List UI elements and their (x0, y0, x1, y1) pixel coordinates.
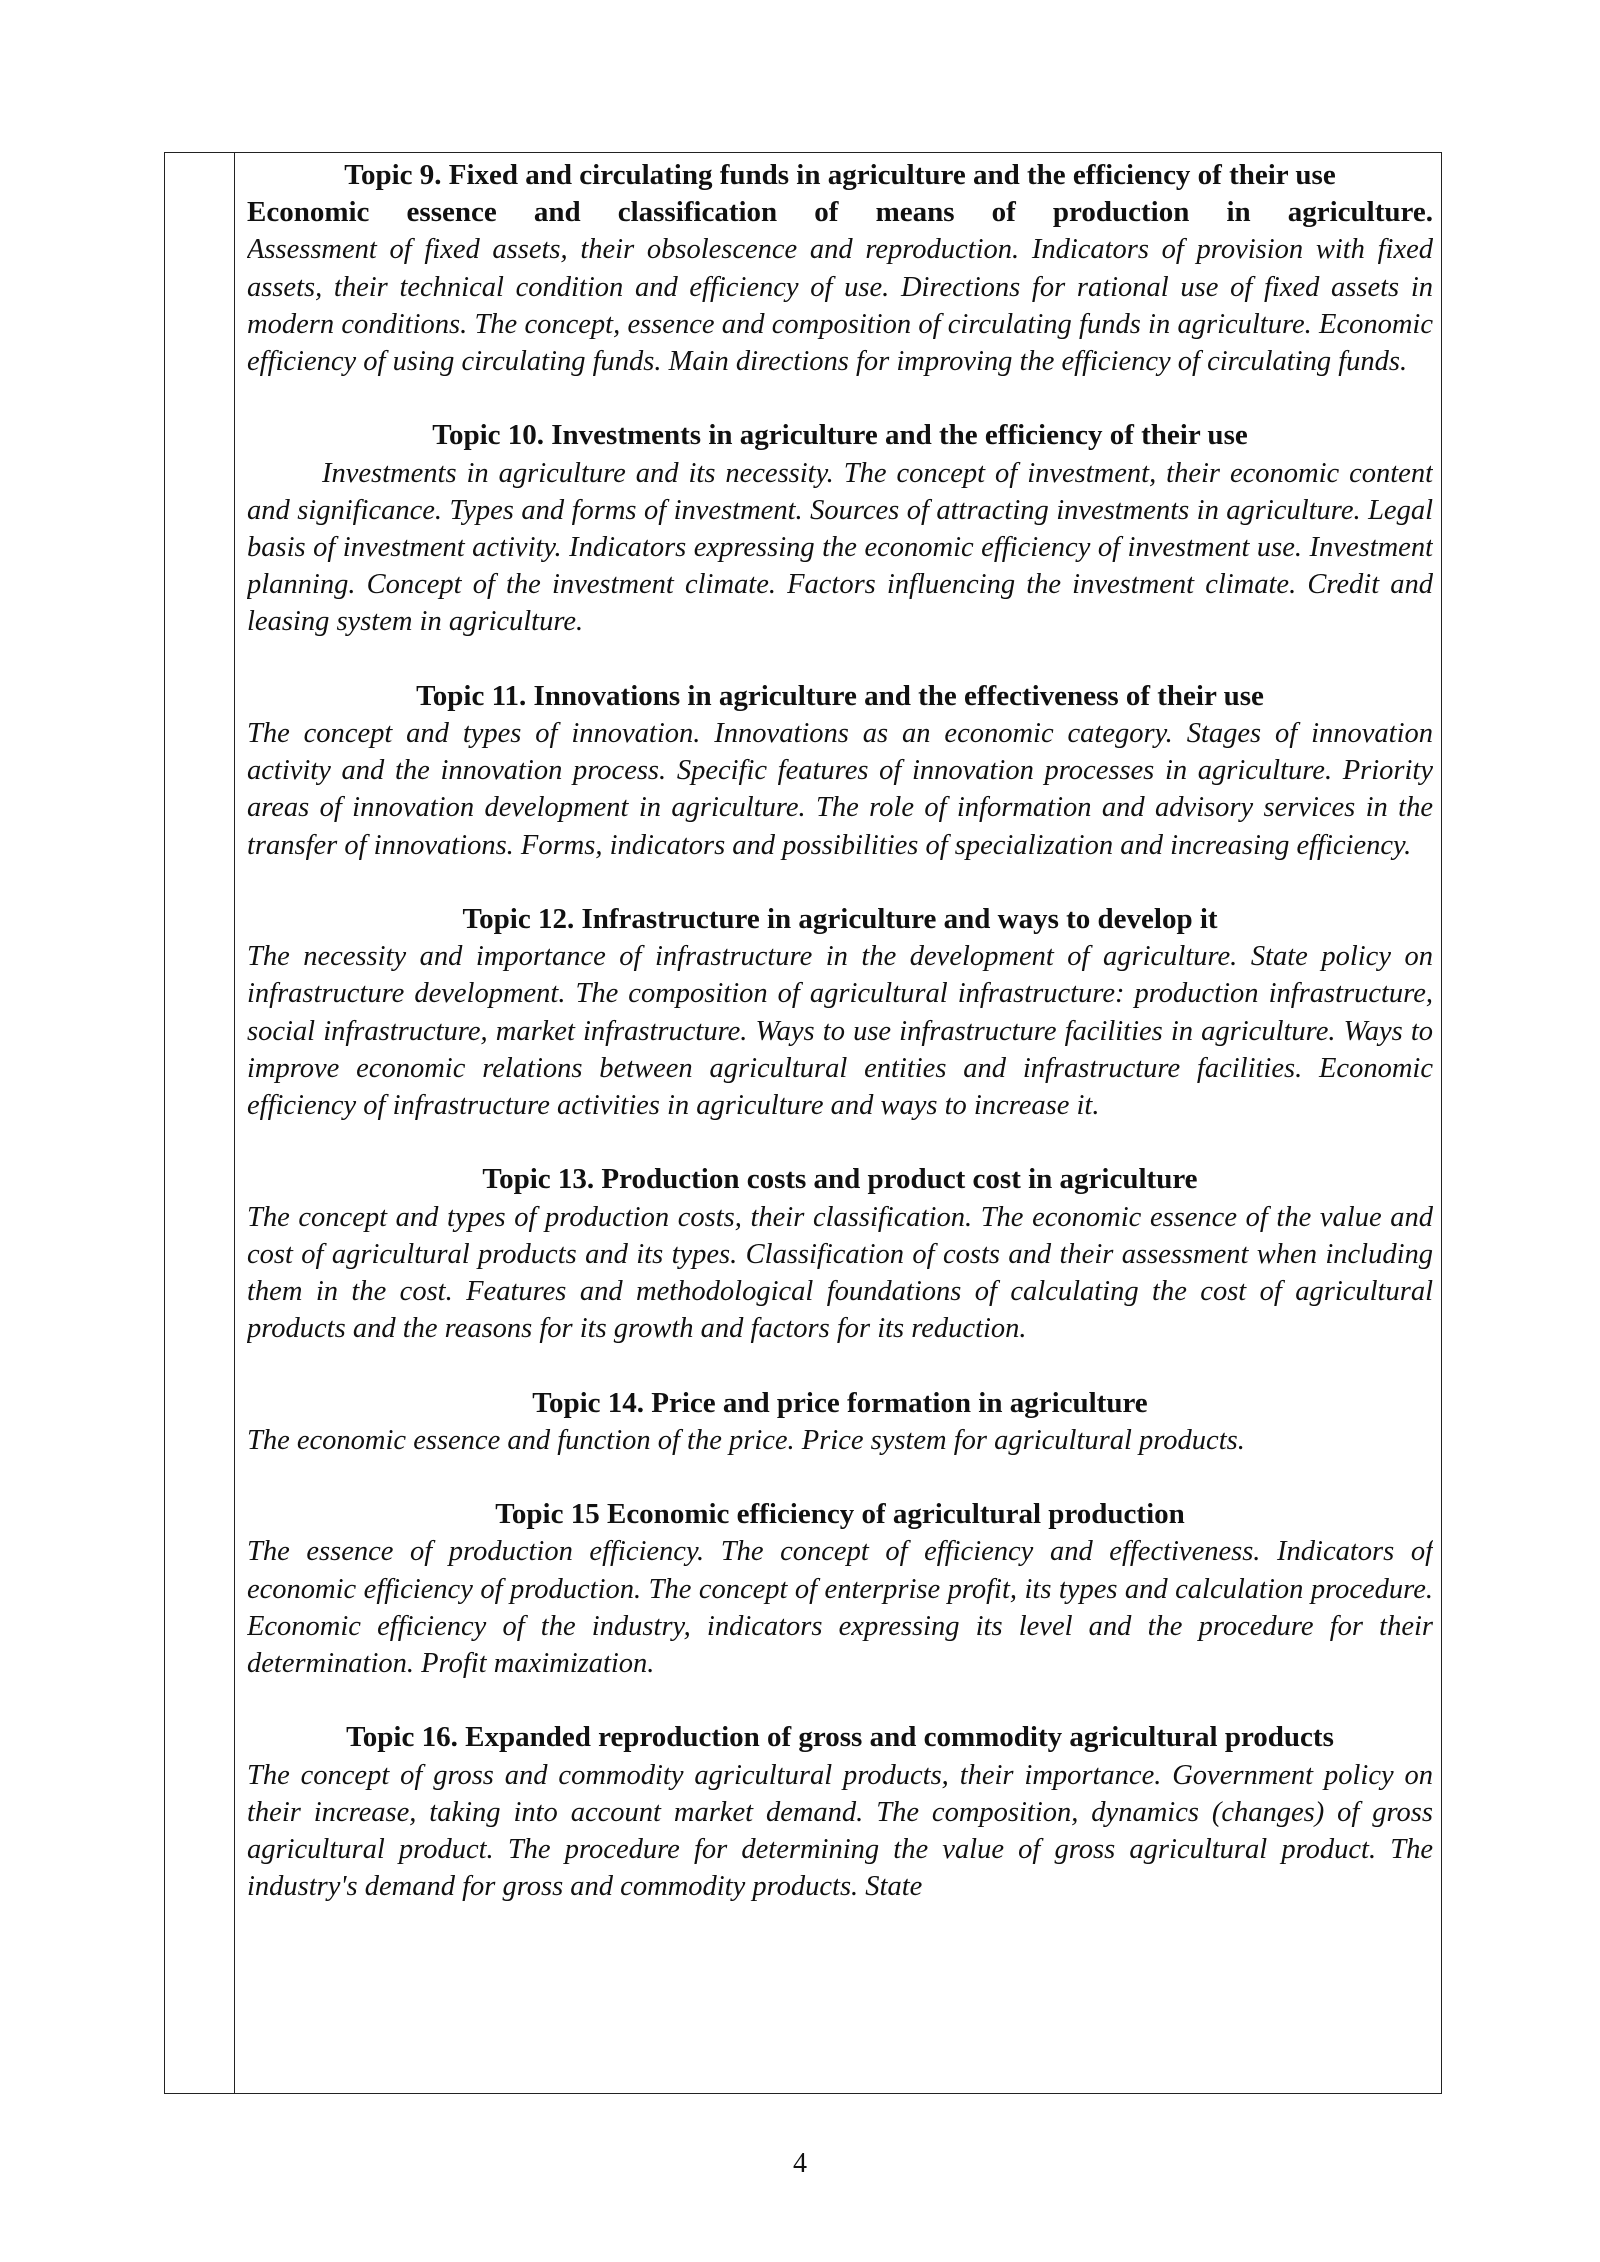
topic-14-body: The economic essence and function of the price. Price system for agricultural products. (247, 1424, 1245, 1456)
topic-9-subtitle: Economic essence and classification of means of production in agriculture. (247, 196, 1433, 229)
topic-9-body: Assessment of fixed assets, their obsolescence and reproduction. Indicators of provision with fixed assets, their technical condition and efficiency of use. Directions for rational use of fixed assets in modern conditions. The concept, essence and composition of circulating funds in agriculture. Economic efficiency of using circulating funds. Main directions for improving the efficiency of circulating funds. (247, 234, 1433, 378)
topic-11-title: Topic 11. Innovations in agriculture and the effectiveness of their use (416, 679, 1264, 712)
topic-15 (247, 1496, 1433, 1682)
topic-10 (247, 417, 1433, 640)
topic-14-title: Topic 14. Price and price formation in agriculture (532, 1386, 1148, 1419)
topic-10-title: Topic 10. Investments in agriculture and the efficiency of their use (432, 419, 1248, 452)
topic-9 (247, 157, 1433, 380)
topic-13-title: Topic 13. Production costs and product cost in agriculture (482, 1163, 1198, 1196)
topic-16-title: Topic 16. Expanded reproduction of gross and commodity agricultural products (346, 1721, 1334, 1754)
content-table (164, 152, 1442, 2094)
topic-9-title: Topic 9. Fixed and circulating funds in agriculture and the efficiency of their use (344, 159, 1336, 191)
topic-10-body: Investments in agriculture and its necessity. The concept of investment, their economic content and significance. Types and forms of investment. Sources of attracting investments in agriculture. Legal basis of investment activity. Indicators expressing the economic efficiency of investment use. Investment planning. Concept of the investment climate. Factors influencing the investment climate. Credit and leasing system in agriculture. (247, 457, 1433, 638)
topic-12 (247, 901, 1433, 1124)
topic-11 (247, 678, 1433, 864)
topic-15-title: Topic 15 Economic efficiency of agricultural production (495, 1498, 1185, 1531)
table-left-column (165, 153, 235, 2093)
topic-13 (247, 1161, 1433, 1347)
topic-16-body: The concept of gross and commodity agricultural products, their importance. Government policy on their increase, taking into account market demand. The composition, dynamics (changes) of gross agricultural product. The procedure for determining the value of gross agricultural product. The industry's demand for gross and commodity products. State (247, 1759, 1433, 1903)
topic-12-body: The necessity and importance of infrastructure in the development of agriculture. State policy on infrastructure development. The composition of agricultural infrastructure: production infrastructure, social infrastructure, market infrastructure. Ways to use infrastructure facilities in agriculture. Ways to improve economic relations between agricultural entities and infrastructure facilities. Economic efficiency of infrastructure activities in agriculture and ways to increase it. (247, 941, 1433, 1122)
topic-14 (247, 1385, 1433, 1459)
page-number: 4 (793, 2148, 807, 2179)
topic-11-body: The concept and types of innovation. Innovations as an economic category. Stages of innovation activity and the innovation process. Specific features of innovation processes in agriculture. Priority areas of innovation development in agriculture. The role of information and advisory services in the transfer of innovations. Forms, indicators and possibilities of specialization and increasing efficiency. (247, 718, 1433, 861)
topic-13-body: The concept and types of production costs, their classification. The economic essence of the value and cost of agricultural products and its types. Classification of costs and their assessment when including them in the cost. Features and methodological foundations of calculating the cost of agricultural products and the reasons for its growth and factors for its reduction. (247, 1201, 1433, 1345)
topic-16 (247, 1719, 1433, 1905)
topic-12-title: Topic 12. Infrastructure in agriculture and ways to develop it (462, 903, 1218, 936)
topic-15-body: The essence of production efficiency. The concept of efficiency and effectiveness. Indicators of economic efficiency of production. The concept of enterprise profit, its types and calculation procedure. Economic efficiency of the industry, indicators expressing its level and the procedure for their determination. Profit maximization. (247, 1536, 1433, 1680)
table-content-cell (247, 153, 1433, 2093)
